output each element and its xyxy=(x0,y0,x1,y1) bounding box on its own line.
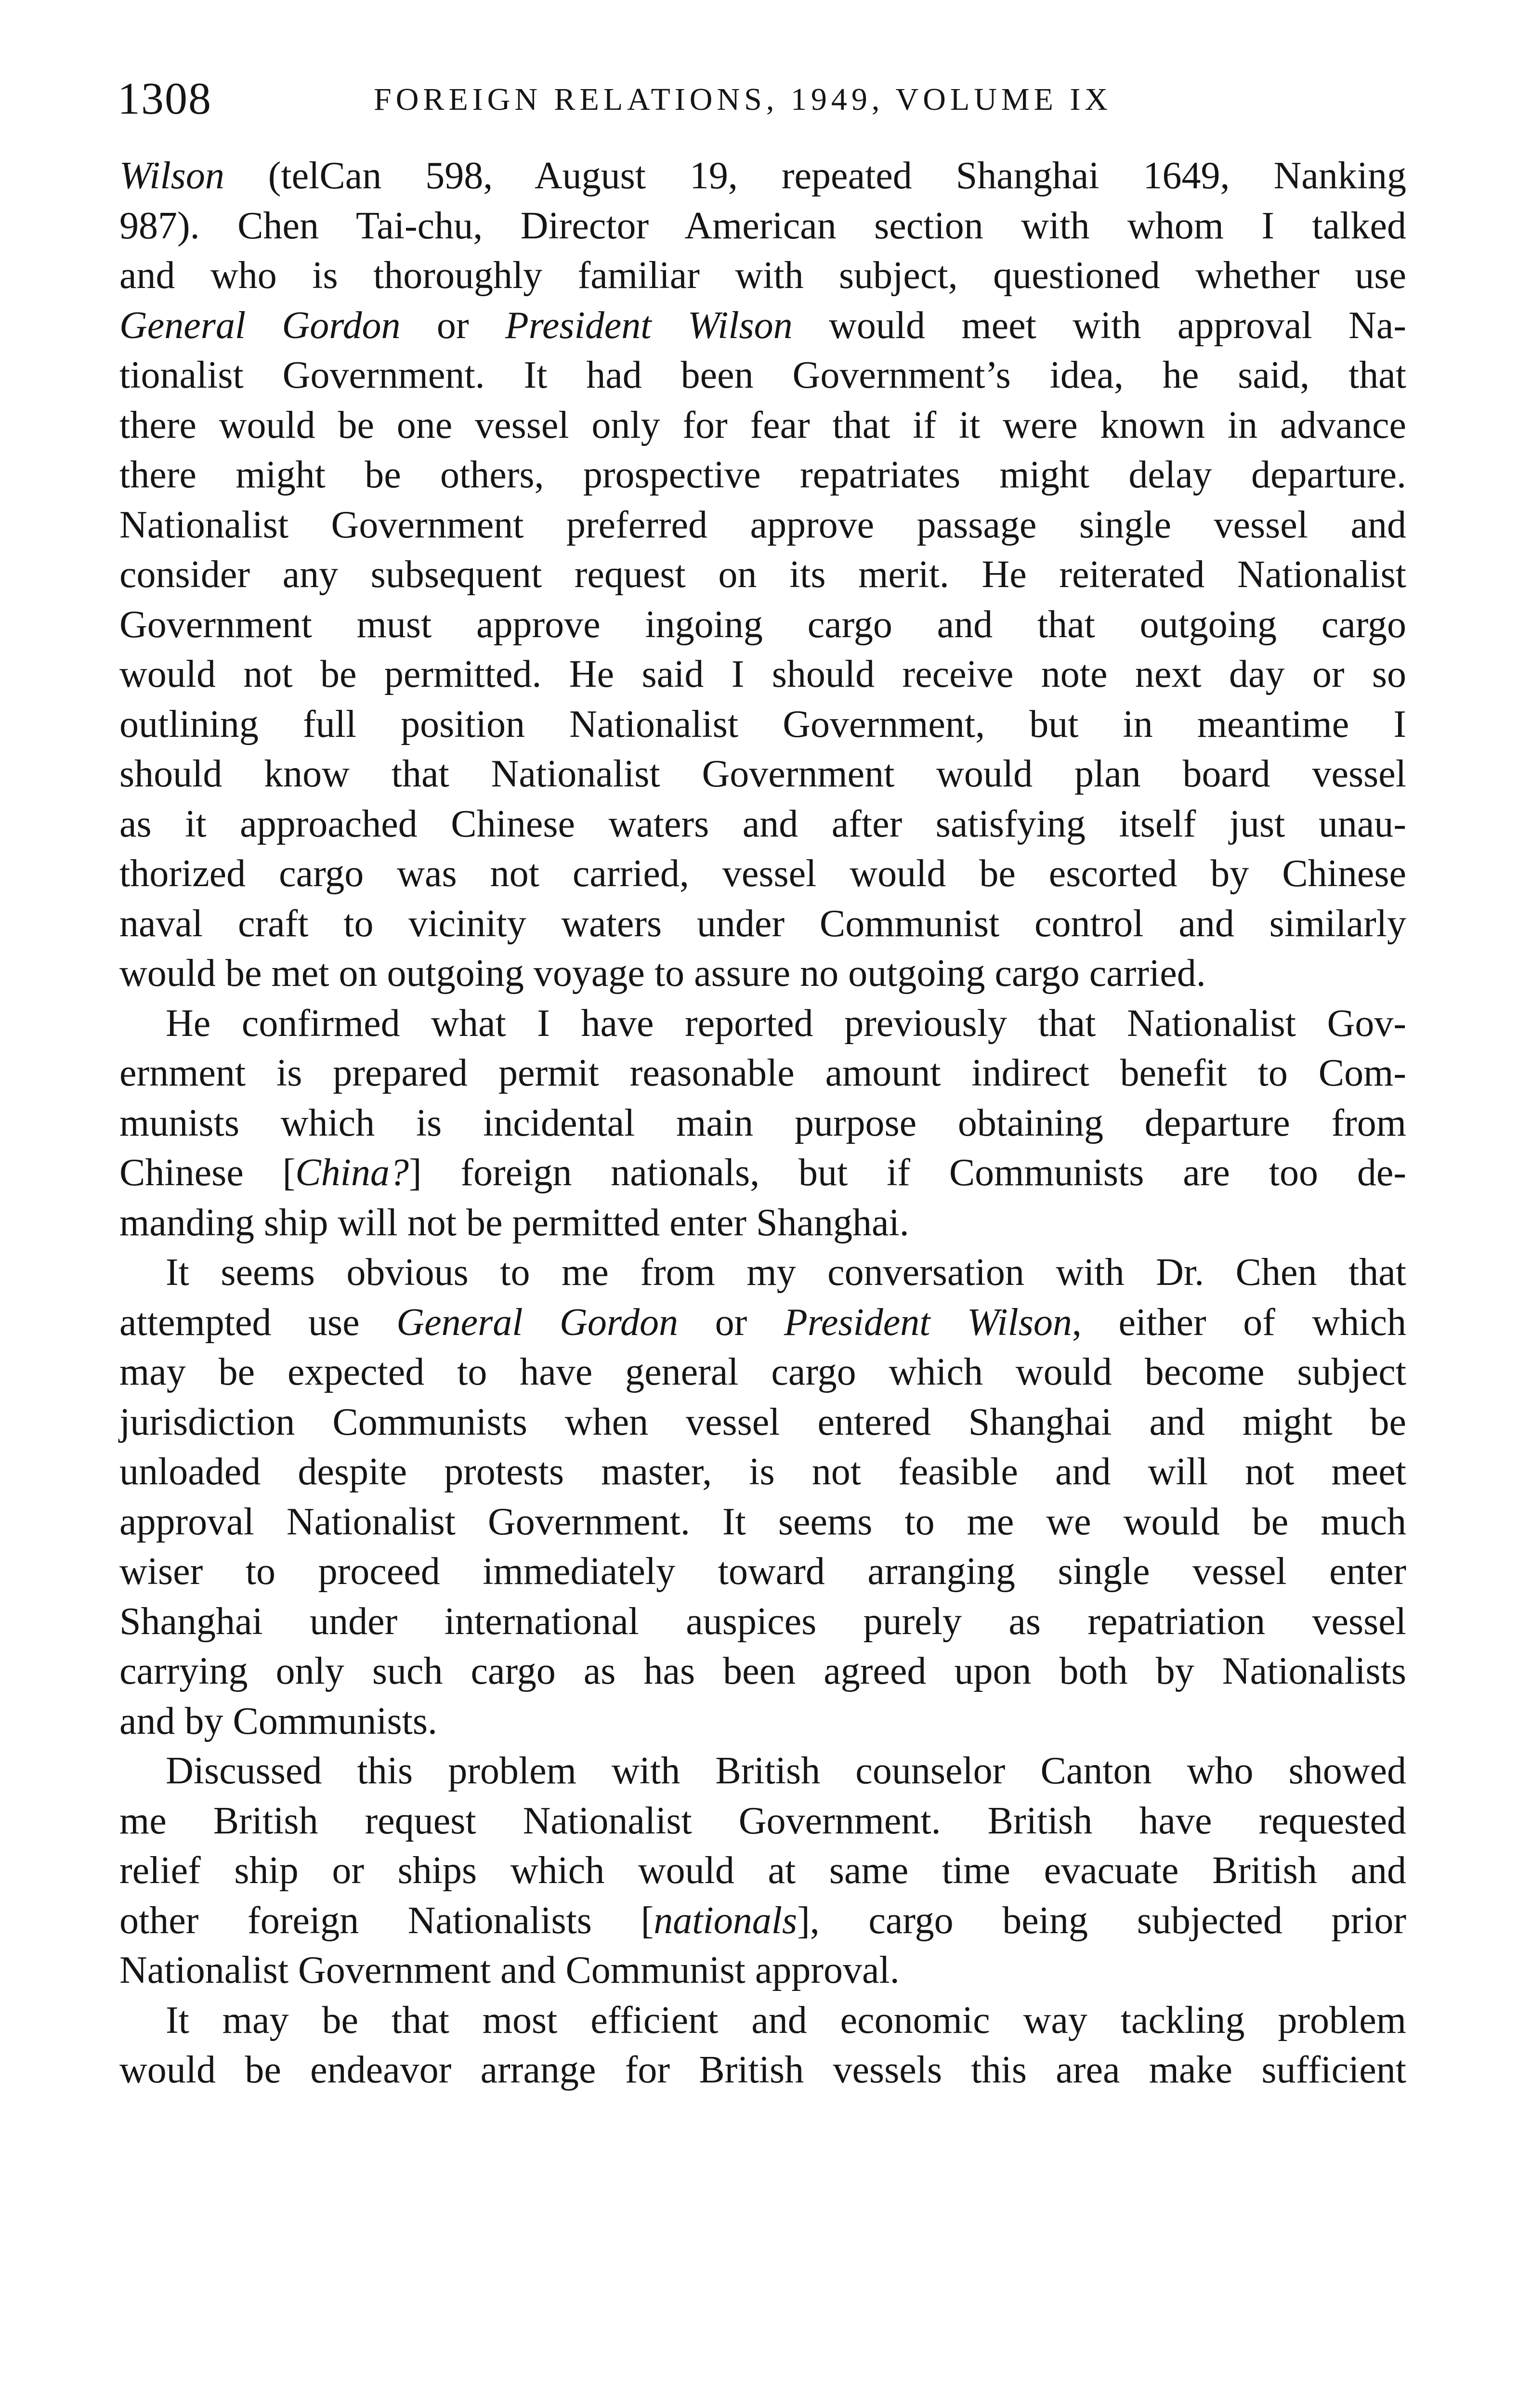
text-line xyxy=(119,201,1406,251)
text-line xyxy=(119,1048,1406,1099)
text-run: , either of which xyxy=(1072,1301,1407,1344)
text-line xyxy=(119,2045,1406,2095)
text-run: may be expected to have general cargo which would become subject xyxy=(119,1351,1406,1393)
text-run: Nationalist Government and Communist approval. xyxy=(119,1949,900,1991)
text-line xyxy=(119,1647,1406,1697)
text-run: tionalist Government. It had been Government’s idea, he said, that xyxy=(119,354,1406,396)
text-line xyxy=(119,1248,1406,1298)
text-line xyxy=(119,799,1406,850)
text-run: there might be others, prospective repatriates might delay departure. xyxy=(119,454,1406,496)
paragraph xyxy=(119,1248,1406,1746)
text-run: should know that Nationalist Government would plan board vessel xyxy=(119,753,1406,795)
paragraph xyxy=(119,999,1406,1248)
text-run: would not be permitted. He said I should receive note next day or so xyxy=(119,653,1406,695)
text-line xyxy=(119,949,1406,999)
paragraph xyxy=(119,1996,1406,2095)
text-run: (telCan 598, August 19, repeated Shanghai 1649, Nanking xyxy=(224,155,1406,197)
text-run: other foreign Nationalists [ xyxy=(119,1899,654,1942)
text-line xyxy=(119,450,1406,500)
italic-text: nationals xyxy=(654,1899,798,1942)
text-run: Nationalist Government preferred approve passage single vessel and xyxy=(119,503,1406,546)
text-line xyxy=(119,401,1406,451)
text-run: ernment is prepared permit reasonable amount indirect benefit to Com- xyxy=(119,1052,1406,1094)
text-run: Government must approve ingoing cargo and that outgoing cargo xyxy=(119,603,1406,646)
text-line xyxy=(119,1597,1406,1647)
running-head xyxy=(118,72,1404,125)
text-line xyxy=(119,999,1406,1049)
text-run: and who is thoroughly familiar with subject, questioned whether use xyxy=(119,254,1406,297)
text-run: munists which is incidental main purpose obtaining departure from xyxy=(119,1101,1406,1144)
text-line xyxy=(119,1447,1406,1497)
text-line xyxy=(119,1398,1406,1448)
text-run: Chinese [ xyxy=(119,1152,296,1194)
text-run: attempted use xyxy=(119,1301,397,1344)
text-line xyxy=(119,650,1406,700)
text-run: He confirmed what I have reported previously that Nationalist Gov- xyxy=(166,1002,1406,1045)
text-line xyxy=(119,1148,1406,1198)
text-line xyxy=(119,151,1406,201)
text-line xyxy=(119,1348,1406,1398)
text-run: relief ship or ships which would at same time evacuate British and xyxy=(119,1849,1406,1892)
text-line xyxy=(119,1497,1406,1547)
text-run: or xyxy=(678,1301,784,1344)
text-line xyxy=(119,1547,1406,1597)
italic-text: President Wilson xyxy=(505,304,793,347)
text-run: or xyxy=(400,304,505,347)
text-line xyxy=(119,700,1406,750)
text-run: manding ship will not be permitted enter Shanghai. xyxy=(119,1201,909,1244)
text-run: It seems obvious to me from my conversation with Dr. Chen that xyxy=(166,1251,1406,1294)
italic-text: General Gordon xyxy=(119,304,401,347)
text-line xyxy=(119,351,1406,401)
text-line xyxy=(119,1099,1406,1149)
text-line xyxy=(119,1746,1406,1796)
text-run: unloaded despite protests master, is not feasible and will not meet xyxy=(119,1451,1406,1493)
text-run: me British request Nationalist Government. British have requested xyxy=(119,1799,1406,1842)
text-line xyxy=(119,899,1406,949)
text-run: Shanghai under international auspices purely as repatriation vessel xyxy=(119,1600,1406,1643)
text-run: thorized cargo was not carried, vessel would be escorted by Chinese xyxy=(119,852,1406,895)
text-run: ], cargo being subjected prior xyxy=(797,1899,1407,1942)
text-run: carrying only such cargo as has been agreed upon both by Nationalists xyxy=(119,1650,1406,1692)
paragraph xyxy=(119,1746,1406,1996)
text-line xyxy=(119,1298,1406,1348)
text-line xyxy=(119,500,1406,550)
text-line xyxy=(119,1846,1406,1896)
text-run: and by Communists. xyxy=(119,1700,438,1742)
text-line xyxy=(119,749,1406,799)
text-run: would be met on outgoing voyage to assure no outgoing cargo carried. xyxy=(119,952,1206,995)
text-run: 987). Chen Tai-chu, Director American section with whom I talked xyxy=(119,204,1406,247)
text-run: jurisdiction Communists when vessel entered Shanghai and might be xyxy=(119,1400,1406,1443)
italic-text: Wilson xyxy=(119,155,224,197)
text-line xyxy=(119,1796,1406,1846)
paragraph xyxy=(119,151,1406,999)
text-run: as it approached Chinese waters and after satisfying itself just unau- xyxy=(119,802,1406,845)
running-title: FOREIGN RELATIONS, 1949, VOLUME IX xyxy=(374,82,1112,117)
page-number: 1308 xyxy=(118,74,212,124)
text-run: Discussed this problem with British counselor Canton who showed xyxy=(166,1750,1406,1792)
text-run: consider any subsequent request on its merit. He reiterated Nationalist xyxy=(119,553,1406,596)
text-line xyxy=(119,1198,1406,1248)
text-run: It may be that most efficient and economic way tackling problem xyxy=(166,1999,1406,2042)
text-run: wiser to proceed immediately toward arranging single vessel enter xyxy=(119,1550,1406,1593)
text-line xyxy=(119,251,1406,301)
italic-text: China? xyxy=(295,1152,409,1194)
text-line xyxy=(119,1946,1406,1996)
text-run: there would be one vessel only for fear that if it were known in advance xyxy=(119,404,1406,446)
text-line xyxy=(119,600,1406,650)
text-run: outlining full position Nationalist Government, but in meantime I xyxy=(119,703,1406,746)
text-line xyxy=(119,301,1406,351)
text-run: ] foreign nationals, but if Communists are too de- xyxy=(408,1152,1407,1194)
text-line xyxy=(119,1896,1406,1946)
text-line xyxy=(119,849,1406,899)
text-run: would be endeavor arrange for British vessels this area make sufficient xyxy=(119,2049,1406,2091)
text-line xyxy=(119,1996,1406,2046)
text-line xyxy=(119,1697,1406,1747)
body-text xyxy=(119,151,1406,2095)
text-run: approval Nationalist Government. It seems to me we would be much xyxy=(119,1500,1406,1543)
text-run: naval craft to vicinity waters under Communist control and similarly xyxy=(119,902,1406,945)
text-run: would meet with approval Na- xyxy=(792,304,1407,347)
text-line xyxy=(119,550,1406,600)
italic-text: President Wilson xyxy=(784,1301,1072,1344)
italic-text: General Gordon xyxy=(396,1301,678,1344)
